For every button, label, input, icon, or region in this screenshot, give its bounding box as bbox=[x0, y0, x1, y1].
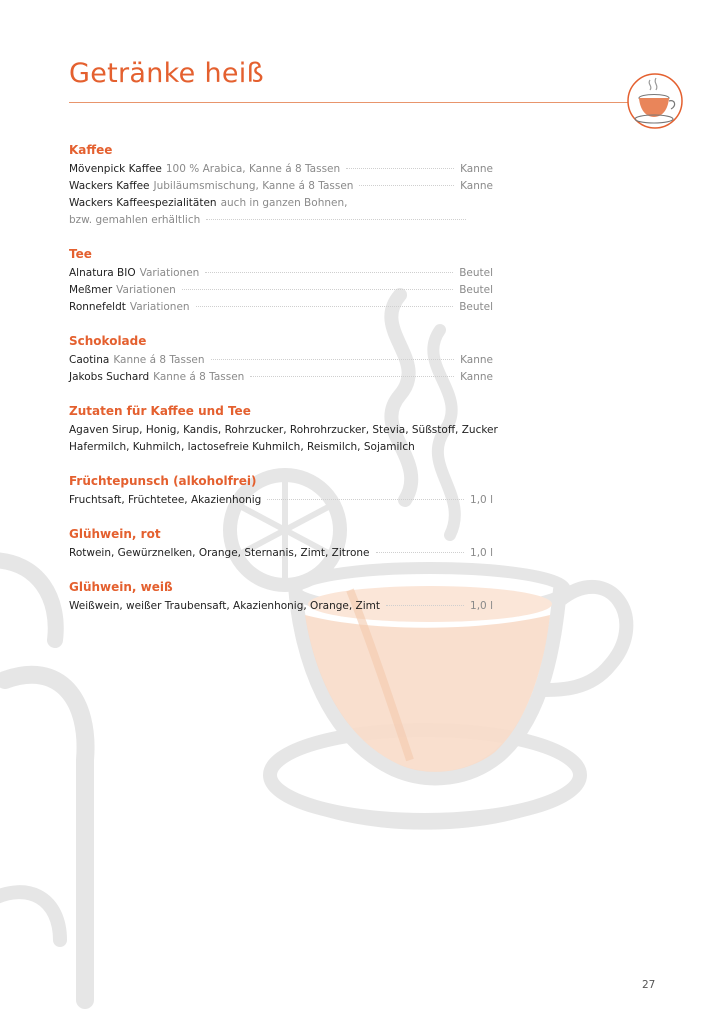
item-name: Jakobs Suchard bbox=[69, 371, 150, 383]
item-unit: Kanne bbox=[460, 163, 493, 175]
section-heading: Früchtepunsch (alkoholfrei) bbox=[69, 474, 257, 488]
dotted-leader bbox=[346, 168, 454, 169]
item-name: Wackers Kaffee bbox=[69, 180, 150, 192]
item-name: Meßmer bbox=[69, 284, 113, 296]
menu-item bbox=[69, 195, 493, 212]
dotted-leader bbox=[205, 272, 453, 273]
dotted-leader bbox=[211, 359, 455, 360]
section-heading: Schokolade bbox=[69, 334, 147, 348]
item-unit: 1,0 l bbox=[470, 494, 493, 506]
item-description: Kanne á 8 Tassen bbox=[113, 354, 205, 366]
menu-item bbox=[69, 492, 493, 509]
item-description: Kanne á 8 Tassen bbox=[153, 371, 245, 383]
item-unit: Kanne bbox=[460, 354, 493, 366]
item-unit: 1,0 l bbox=[470, 547, 493, 559]
section-heading: Kaffee bbox=[69, 143, 113, 157]
hot-drinks-menu bbox=[69, 142, 498, 632]
dotted-leader bbox=[182, 289, 453, 290]
item-unit: Beutel bbox=[459, 267, 493, 279]
menu-item bbox=[69, 352, 493, 369]
section-heading: Glühwein, rot bbox=[69, 527, 161, 541]
item-unit: 1,0 l bbox=[470, 600, 493, 612]
dotted-leader bbox=[359, 185, 454, 186]
menu-item bbox=[69, 598, 493, 615]
item-description: Jubiläumsmischung, Kanne á 8 Tassen bbox=[153, 180, 354, 192]
item-description: 100 % Arabica, Kanne á 8 Tassen bbox=[165, 163, 341, 175]
ingredient-line: Agaven Sirup, Honig, Kandis, Rohrzucker, Rohrohrzucker, Stevia, Süßstoff, Zucker bbox=[69, 424, 498, 436]
item-name: Caotina bbox=[69, 354, 110, 366]
section-heading: Zutaten für Kaffee und Tee bbox=[69, 404, 251, 418]
section-tee bbox=[69, 246, 493, 316]
dotted-leader bbox=[250, 376, 454, 377]
menu-item bbox=[69, 282, 493, 299]
section-fruechtepunsch bbox=[69, 473, 493, 509]
item-name: Wackers Kaffeespezialitäten bbox=[69, 197, 217, 209]
dotted-leader bbox=[267, 499, 464, 500]
item-description: Variationen bbox=[139, 267, 200, 279]
item-name: Alnatura BIO bbox=[69, 267, 136, 279]
menu-item bbox=[69, 369, 493, 386]
title-divider bbox=[69, 102, 629, 103]
menu-item bbox=[69, 545, 493, 562]
menu-item bbox=[69, 161, 493, 178]
dotted-leader bbox=[386, 605, 464, 606]
section-gluehwein-rot bbox=[69, 526, 493, 562]
dotted-leader bbox=[196, 306, 454, 307]
item-description: auch in ganzen Bohnen, bbox=[220, 197, 348, 209]
item-name: Mövenpick Kaffee bbox=[69, 163, 162, 175]
item-name: Rotwein, Gewürznelken, Orange, Sternanis, Zimt, Zitrone bbox=[69, 547, 370, 559]
page-number: 27 bbox=[642, 979, 656, 991]
item-unit: Beutel bbox=[459, 284, 493, 296]
page-title: Getränke heiß bbox=[69, 58, 264, 89]
section-gluehwein-weiss bbox=[69, 579, 493, 615]
menu-item bbox=[69, 265, 493, 282]
item-unit: Beutel bbox=[459, 301, 493, 313]
section-heading: Glühwein, weiß bbox=[69, 580, 173, 594]
item-name: Ronnefeldt bbox=[69, 301, 126, 313]
section-zutaten bbox=[69, 403, 498, 456]
dotted-leader bbox=[206, 219, 466, 220]
section-heading: Tee bbox=[69, 247, 92, 261]
item-unit: Kanne bbox=[460, 371, 493, 383]
section-kaffee bbox=[69, 142, 493, 229]
tea-cup-icon bbox=[626, 72, 684, 130]
item-description: Variationen bbox=[129, 301, 190, 313]
menu-item-continuation bbox=[69, 212, 493, 229]
item-description: bzw. gemahlen erhältlich bbox=[69, 214, 201, 226]
menu-item bbox=[69, 299, 493, 316]
item-name: Fruchtsaft, Früchtetee, Akazienhonig bbox=[69, 494, 262, 506]
section-schokolade bbox=[69, 333, 493, 386]
item-description: Variationen bbox=[116, 284, 176, 296]
dotted-leader bbox=[376, 552, 465, 553]
item-name: Weißwein, weißer Traubensaft, Akazienhonig, Orange, Zimt bbox=[69, 600, 380, 612]
item-unit: Kanne bbox=[460, 180, 493, 192]
menu-item bbox=[69, 178, 493, 195]
ingredient-line: Hafermilch, Kuhmilch, lactosefreie Kuhmilch, Reismilch, Sojamilch bbox=[69, 441, 415, 453]
